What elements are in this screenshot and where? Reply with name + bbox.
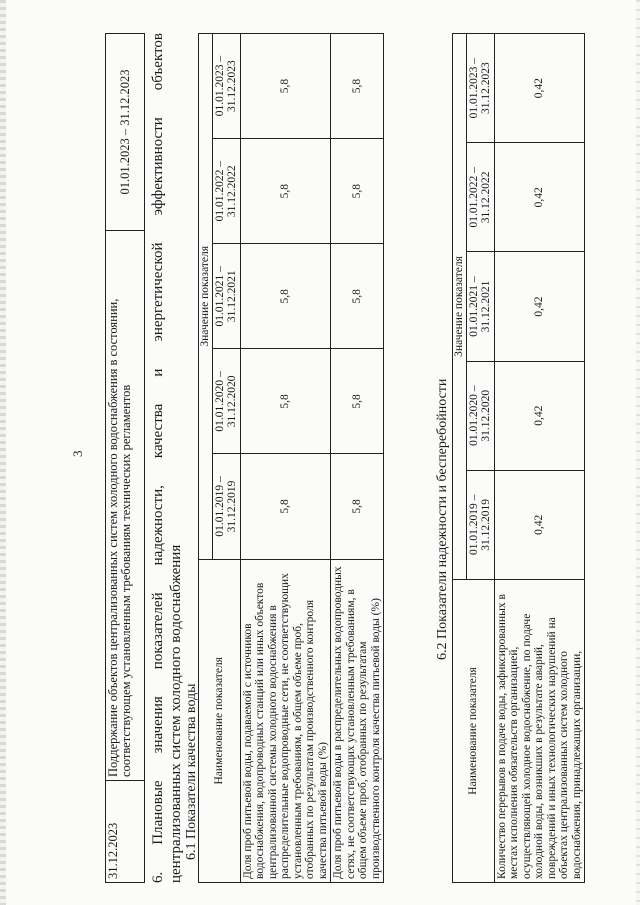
indicator-value: 0,42 [494, 143, 585, 252]
period-header: 01.01.2020 – 31.12.2020 [466, 361, 494, 470]
indicator-name: Доля проб питьевой воды в распределительных водопроводных сетях, не соответствующих установленным требованиям, в общем объеме проб, отобранных по результатам производственного контроля качества питьевой воды (%) [331, 559, 384, 882]
previous-table-tail [105, 33, 145, 883]
date-cell: 31.12.2023 [106, 781, 145, 883]
period-header: 01.01.2023 – 31.12.2023 [212, 34, 240, 139]
table-header-row [453, 34, 467, 883]
indicator-value: 0,42 [494, 252, 585, 361]
section-6-heading: 6. Плановые значения показателей надежности, качества и энергетической эффективности объектов [150, 33, 166, 883]
section-6-2-title: 6.2 Показатели надежности и бесперебойности [435, 378, 450, 660]
section-6-1-title: 6.1 Показатели качества воды [184, 683, 199, 860]
indicator-value: 5,8 [240, 34, 331, 139]
table-row [494, 34, 585, 883]
indicator-value: 5,8 [331, 454, 384, 559]
page-number: 3 [70, 450, 85, 457]
indicator-value: 0,42 [494, 361, 585, 470]
table-row [106, 34, 145, 883]
description-cell: Поддержание объектов централизованных систем холодного водоснабжения в состоянии, соответствующем установленным требованиям технических регламентов [106, 231, 145, 781]
col-group-header: Значение показателя [453, 34, 467, 580]
indicator-value: 5,8 [240, 139, 331, 244]
water-quality-table [198, 33, 384, 883]
indicator-value: 0,42 [494, 470, 585, 579]
period-header: 01.01.2019 – 31.12.2019 [212, 454, 240, 559]
indicator-name: Доля проб питьевой воды, подаваемой с источников водоснабжения, водопроводных станций или иных объектов централизованной системы холодного водоснабжения в распределительные водопроводные сети, не соответствующих установленным требованиям, в общем объеме проб, отобранных по результатам производственного контроля качества питьевой воды (%) [240, 559, 331, 882]
period-header: 01.01.2022 – 31.12.2022 [212, 139, 240, 244]
indicator-value: 5,8 [240, 349, 331, 454]
period-header: 01.01.2023 – 31.12.2023 [466, 34, 494, 143]
indicator-value: 0,42 [494, 34, 585, 143]
table-row [331, 34, 384, 883]
col-name-header: Наименование показателя [199, 559, 241, 882]
period-header: 01.01.2021 – 31.12.2021 [466, 252, 494, 361]
indicator-value: 5,8 [240, 244, 331, 349]
table-header-row [199, 34, 213, 883]
section-6-heading-cont: централизованных систем холодного водоснабжения [168, 544, 184, 883]
period-header: 01.01.2021 – 31.12.2021 [212, 244, 240, 349]
col-name-header: Наименование показателя [453, 579, 495, 882]
indicator-value: 5,8 [331, 349, 384, 454]
reliability-table [452, 33, 585, 883]
indicator-value: 5,8 [331, 139, 384, 244]
indicator-name: Количество перерывов в подаче воды, зафиксированных в местах исполнения обязательств организацией, осуществляющей холодное водоснабжение, по подаче холодной воды, возникших в результате аварий, повреждений и иных технологических нарушений на объектах централизованных систем холодного водоснабжения, принадлежащих организации, [494, 579, 585, 882]
indicator-value: 5,8 [240, 454, 331, 559]
indicator-value: 5,8 [331, 244, 384, 349]
period-header: 01.01.2022 – 31.12.2022 [466, 143, 494, 252]
period-header: 01.01.2020 – 31.12.2020 [212, 349, 240, 454]
col-group-header: Значение показателя [199, 34, 213, 560]
period-cell: 01.01.2023 – 31.12.2023 [106, 34, 145, 231]
period-header: 01.01.2019 – 31.12.2019 [466, 470, 494, 579]
indicator-value: 5,8 [331, 34, 384, 139]
table-row [240, 34, 331, 883]
